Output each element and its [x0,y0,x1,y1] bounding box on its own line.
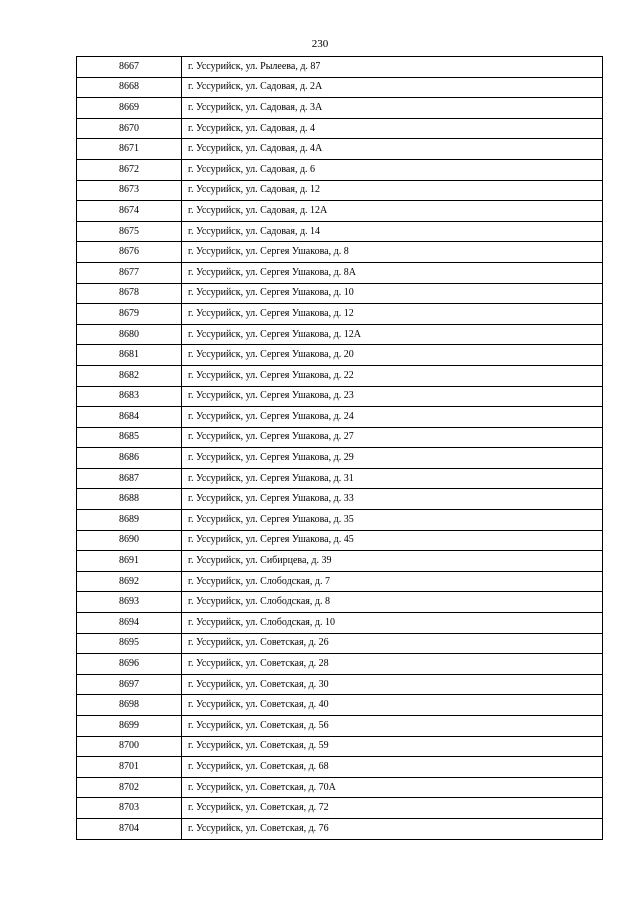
address-cell: г. Уссурийск, ул. Слободская, д. 8 [182,592,603,613]
address-cell: г. Уссурийск, ул. Советская, д. 70А [182,777,603,798]
table-row [77,283,603,304]
row-number-cell: 8685 [77,427,182,448]
address-cell: г. Уссурийск, ул. Советская, д. 76 [182,818,603,839]
address-cell: г. Уссурийск, ул. Рылеева, д. 87 [182,57,603,78]
row-number-cell: 8682 [77,365,182,386]
table-row [77,159,603,180]
row-number-cell: 8671 [77,139,182,160]
row-number-cell: 8677 [77,262,182,283]
row-number-cell: 8672 [77,159,182,180]
address-cell: г. Уссурийск, ул. Советская, д. 28 [182,654,603,675]
address-cell: г. Уссурийск, ул. Сергея Ушакова, д. 45 [182,530,603,551]
table-row [77,242,603,263]
table-row [77,407,603,428]
address-cell: г. Уссурийск, ул. Садовая, д. 12 [182,180,603,201]
row-number-cell: 8681 [77,345,182,366]
address-cell: г. Уссурийск, ул. Сергея Ушакова, д. 22 [182,365,603,386]
table-row [77,818,603,839]
address-table [76,56,603,840]
address-cell: г. Уссурийск, ул. Сергея Ушакова, д. 12 [182,304,603,325]
row-number-cell: 8684 [77,407,182,428]
address-cell: г. Уссурийск, ул. Сергея Ушакова, д. 27 [182,427,603,448]
table-row [77,180,603,201]
address-cell: г. Уссурийск, ул. Советская, д. 40 [182,695,603,716]
table-row [77,571,603,592]
address-cell: г. Уссурийск, ул. Сергея Ушакова, д. 8 [182,242,603,263]
row-number-cell: 8698 [77,695,182,716]
address-cell: г. Уссурийск, ул. Слободская, д. 7 [182,571,603,592]
address-cell: г. Уссурийск, ул. Сергея Ушакова, д. 20 [182,345,603,366]
table-row [77,262,603,283]
address-cell: г. Уссурийск, ул. Садовая, д. 6 [182,159,603,180]
address-cell: г. Уссурийск, ул. Садовая, д. 4А [182,139,603,160]
table-row [77,468,603,489]
row-number-cell: 8679 [77,304,182,325]
table-row [77,592,603,613]
table-row [77,386,603,407]
table-row [77,427,603,448]
address-cell: г. Уссурийск, ул. Садовая, д. 12А [182,201,603,222]
row-number-cell: 8673 [77,180,182,201]
row-number-cell: 8674 [77,201,182,222]
row-number-cell: 8687 [77,468,182,489]
table-row [77,551,603,572]
row-number-cell: 8692 [77,571,182,592]
table-row [77,98,603,119]
table-row [77,345,603,366]
row-number-cell: 8680 [77,324,182,345]
table-row [77,448,603,469]
page-number: 230 [311,38,329,50]
row-number-cell: 8700 [77,736,182,757]
row-number-cell: 8702 [77,777,182,798]
row-number-cell: 8688 [77,489,182,510]
table-row [77,613,603,634]
row-number-cell: 8670 [77,118,182,139]
row-number-cell: 8667 [77,57,182,78]
table-row [77,365,603,386]
row-number-cell: 8704 [77,818,182,839]
row-number-cell: 8676 [77,242,182,263]
table-row [77,695,603,716]
row-number-cell: 8690 [77,530,182,551]
table-row [77,777,603,798]
table-row [77,736,603,757]
address-cell: г. Уссурийск, ул. Советская, д. 56 [182,716,603,737]
table-row [77,57,603,78]
table-row [77,798,603,819]
address-table-body [77,57,603,840]
table-row [77,757,603,778]
row-number-cell: 8675 [77,221,182,242]
address-cell: г. Уссурийск, ул. Сергея Ушакова, д. 31 [182,468,603,489]
table-row [77,77,603,98]
table-row [77,221,603,242]
address-cell: г. Уссурийск, ул. Сергея Ушакова, д. 24 [182,407,603,428]
table-row [77,633,603,654]
row-number-cell: 8668 [77,77,182,98]
address-cell: г. Уссурийск, ул. Сергея Ушакова, д. 8А [182,262,603,283]
table-row [77,654,603,675]
row-number-cell: 8693 [77,592,182,613]
row-number-cell: 8697 [77,674,182,695]
table-row [77,139,603,160]
row-number-cell: 8678 [77,283,182,304]
row-number-cell: 8701 [77,757,182,778]
address-cell: г. Уссурийск, ул. Советская, д. 59 [182,736,603,757]
address-cell: г. Уссурийск, ул. Садовая, д. 2А [182,77,603,98]
row-number-cell: 8691 [77,551,182,572]
table-row [77,118,603,139]
table-row [77,530,603,551]
address-cell: г. Уссурийск, ул. Советская, д. 30 [182,674,603,695]
row-number-cell: 8694 [77,613,182,634]
row-number-cell: 8669 [77,98,182,119]
row-number-cell: 8689 [77,510,182,531]
table-row [77,324,603,345]
address-cell: г. Уссурийск, ул. Сергея Ушакова, д. 23 [182,386,603,407]
table-row [77,674,603,695]
address-cell: г. Уссурийск, ул. Садовая, д. 4 [182,118,603,139]
address-cell: г. Уссурийск, ул. Садовая, д. 3А [182,98,603,119]
address-cell: г. Уссурийск, ул. Садовая, д. 14 [182,221,603,242]
address-cell: г. Уссурийск, ул. Советская, д. 72 [182,798,603,819]
row-number-cell: 8686 [77,448,182,469]
address-cell: г. Уссурийск, ул. Сергея Ушакова, д. 10 [182,283,603,304]
address-cell: г. Уссурийск, ул. Сергея Ушакова, д. 35 [182,510,603,531]
address-cell: г. Уссурийск, ул. Сибирцева, д. 39 [182,551,603,572]
address-cell: г. Уссурийск, ул. Советская, д. 68 [182,757,603,778]
address-cell: г. Уссурийск, ул. Слободская, д. 10 [182,613,603,634]
table-row [77,716,603,737]
address-cell: г. Уссурийск, ул. Сергея Ушакова, д. 33 [182,489,603,510]
table-row [77,489,603,510]
row-number-cell: 8703 [77,798,182,819]
table-row [77,304,603,325]
row-number-cell: 8695 [77,633,182,654]
table-row [77,201,603,222]
address-cell: г. Уссурийск, ул. Сергея Ушакова, д. 12А [182,324,603,345]
row-number-cell: 8696 [77,654,182,675]
address-cell: г. Уссурийск, ул. Сергея Ушакова, д. 29 [182,448,603,469]
row-number-cell: 8699 [77,716,182,737]
row-number-cell: 8683 [77,386,182,407]
table-row [77,510,603,531]
address-cell: г. Уссурийск, ул. Советская, д. 26 [182,633,603,654]
